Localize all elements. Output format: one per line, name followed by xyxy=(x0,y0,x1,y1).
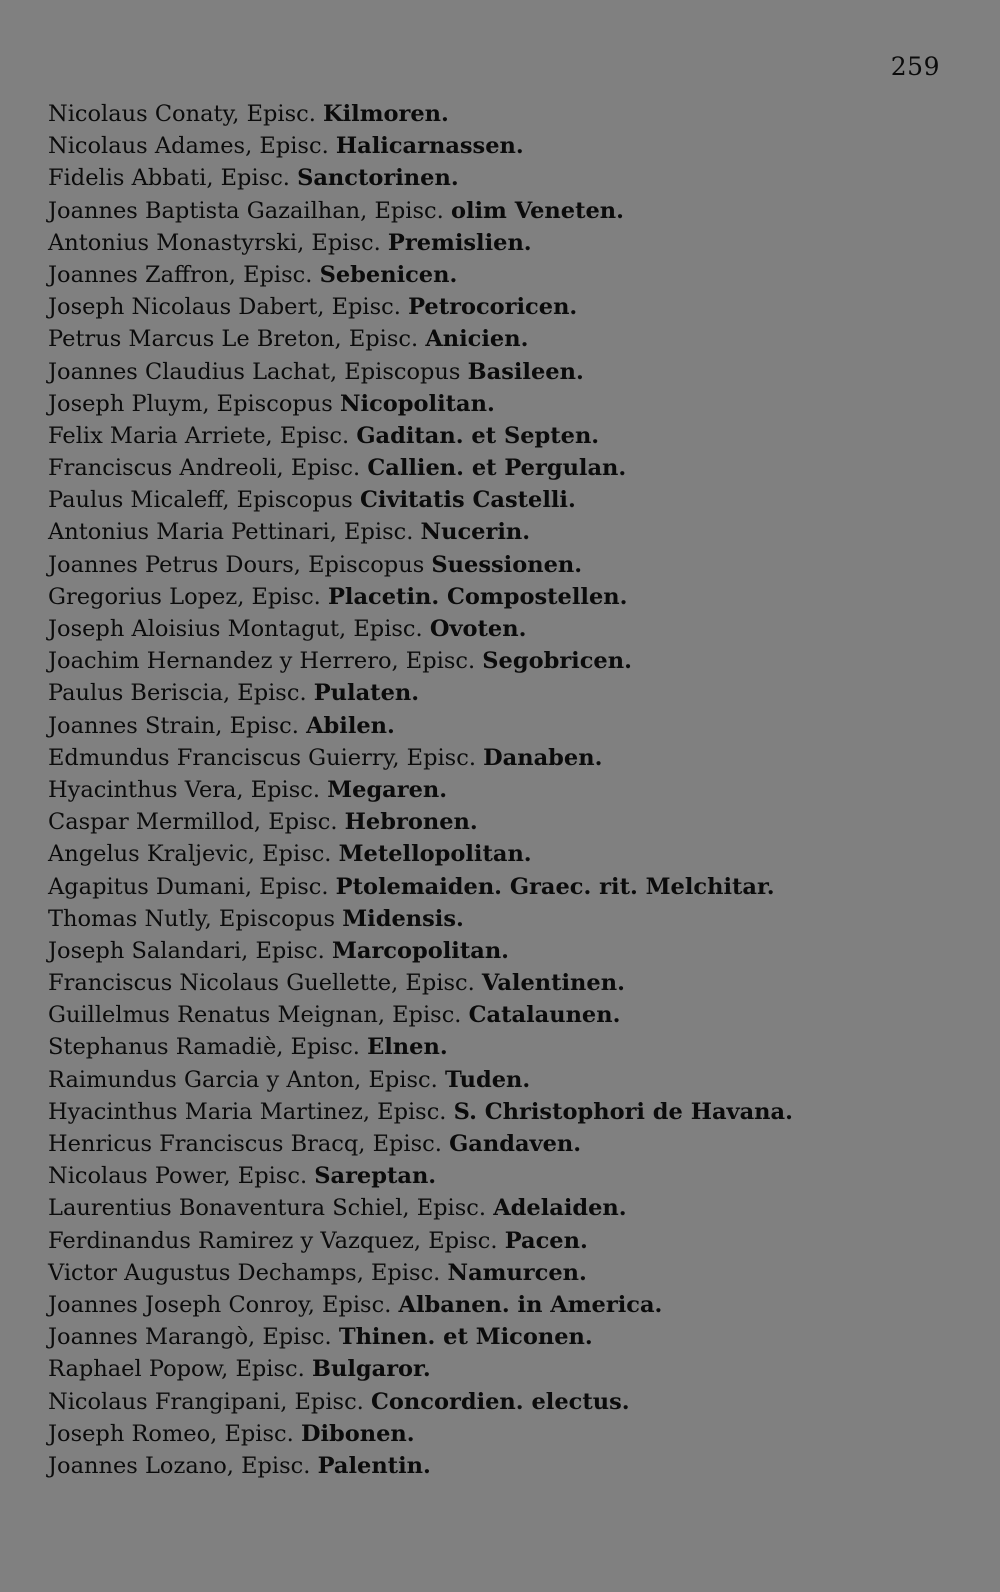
diocese-name: S. Christophori de Havana. xyxy=(453,1098,793,1125)
diocese-name: Palentin. xyxy=(317,1452,431,1479)
list-item xyxy=(48,1289,948,1321)
list-item xyxy=(48,195,948,227)
list-item xyxy=(48,967,948,999)
diocese-name: Halicarnassen. xyxy=(335,133,524,160)
diocese-name: Basileen. xyxy=(467,358,584,385)
bishop-name: Stephanus Ramadiè, Episc. xyxy=(48,1034,360,1061)
list-item xyxy=(48,1031,948,1063)
list-item xyxy=(48,645,948,677)
bishop-name: Victor Augustus Dechamps, Episc. xyxy=(48,1259,441,1286)
list-item xyxy=(48,323,948,355)
diocese-name: Ovoten. xyxy=(429,616,527,642)
list-item xyxy=(48,130,948,162)
list-item xyxy=(48,613,948,645)
diocese-name: Hebronen. xyxy=(344,809,478,836)
list-item xyxy=(48,871,948,903)
list-item xyxy=(48,838,948,870)
diocese-name: Adelaiden. xyxy=(493,1195,627,1222)
bishop-name: Antonius Maria Pettinari, Episc. xyxy=(48,519,414,546)
diocese-name: Albanen. in America. xyxy=(398,1291,663,1318)
list-item xyxy=(48,1386,948,1418)
bishop-name: Joseph Romeo, Episc. xyxy=(48,1420,294,1447)
bishop-name: Joannes Petrus Dours, Episcopus xyxy=(48,551,425,578)
list-item xyxy=(48,259,948,291)
diocese-name: Placetin. Compostellen. xyxy=(327,583,628,610)
list-item xyxy=(48,227,948,259)
list-item xyxy=(48,999,948,1031)
bishop-name: Joannes Joseph Conroy, Episc. xyxy=(48,1291,392,1318)
bishop-name: Joseph Aloisius Montagut, Episc. xyxy=(48,616,423,642)
list-item xyxy=(48,677,948,709)
diocese-name: Valentinen. xyxy=(481,970,625,997)
list-item xyxy=(48,1192,948,1224)
bishop-name: Joseph Nicolaus Dabert, Episc. xyxy=(48,294,401,321)
bishop-name: Edmundus Franciscus Guierry, Episc. xyxy=(48,744,476,771)
bishop-name: Paulus Beriscia, Episc. xyxy=(48,680,307,707)
list-item xyxy=(48,291,948,323)
diocese-name: Elnen. xyxy=(367,1034,448,1061)
list-item xyxy=(48,420,948,452)
list-item xyxy=(48,1128,948,1160)
bishop-name: Joachim Hernandez y Herrero, Episc. xyxy=(48,648,476,675)
list-item xyxy=(48,581,948,613)
page-number: 259 xyxy=(890,52,940,81)
diocese-name: Anicien. xyxy=(425,326,529,353)
diocese-name: Tuden. xyxy=(444,1066,531,1093)
bishop-name: Joseph Salandari, Episc. xyxy=(48,937,325,964)
bishop-name: Fidelis Abbati, Episc. xyxy=(48,165,290,192)
list-item xyxy=(48,806,948,838)
bishop-name: Nicolaus Frangipani, Episc. xyxy=(48,1388,364,1415)
list-item xyxy=(48,388,948,420)
diocese-name: Civitatis Castelli. xyxy=(359,487,576,514)
diocese-name: Sebenicen. xyxy=(319,261,458,288)
list-item xyxy=(48,1353,948,1385)
list-item xyxy=(48,484,948,516)
diocese-name: Dibonen. xyxy=(300,1420,415,1447)
bishop-name: Guillelmus Renatus Meignan, Episc. xyxy=(48,1002,462,1029)
diocese-name: olim Veneten. xyxy=(450,197,624,224)
diocese-name: Marcopolitan. xyxy=(331,937,510,964)
bishop-name: Joannes Lozano, Episc. xyxy=(48,1452,311,1479)
diocese-name: Thinen. et Miconen. xyxy=(338,1324,593,1351)
list-item xyxy=(48,162,948,194)
bishop-name: Raimundus Garcia y Anton, Episc. xyxy=(48,1066,438,1093)
bishop-name: Gregorius Lopez, Episc. xyxy=(48,583,321,610)
bishop-name: Henricus Franciscus Bracq, Episc. xyxy=(48,1131,442,1157)
bishop-name: Joannes Baptista Gazailhan, Episc. xyxy=(48,197,444,224)
diocese-name: Metellopolitan. xyxy=(338,841,532,868)
diocese-name: Catalaunen. xyxy=(468,1002,621,1029)
bishop-name: Hyacinthus Maria Martinez, Episc. xyxy=(48,1098,447,1125)
diocese-name: Premislien. xyxy=(387,229,532,256)
bishop-name: Angelus Kraljevic, Episc. xyxy=(48,841,332,868)
bishop-name: Nicolaus Conaty, Episc. xyxy=(48,101,316,127)
bishop-name: Joannes Claudius Lachat, Episcopus xyxy=(48,358,461,385)
list-item xyxy=(48,1321,948,1353)
diocese-name: Midensis. xyxy=(342,905,464,932)
bishop-name: Franciscus Nicolaus Guellette, Episc. xyxy=(48,970,475,997)
bishop-name: Thomas Nutly, Episcopus xyxy=(48,905,336,932)
diocese-name: Sanctorinen. xyxy=(297,165,459,192)
diocese-name: Nicopolitan. xyxy=(339,390,495,417)
list-item xyxy=(48,903,948,935)
diocese-name: Danaben. xyxy=(483,744,603,771)
diocese-name: Concordien. electus. xyxy=(371,1388,630,1415)
diocese-name: Ptolemaiden. Graec. rit. Melchitar. xyxy=(335,873,775,900)
bishop-name: Joannes Strain, Episc. xyxy=(48,712,299,739)
bishop-list xyxy=(48,98,948,1482)
diocese-name: Segobricen. xyxy=(482,648,632,675)
bishop-name: Caspar Mermillod, Episc. xyxy=(48,809,338,836)
diocese-name: Gaditan. et Septen. xyxy=(356,422,600,449)
diocese-name: Pacen. xyxy=(504,1227,588,1254)
list-item xyxy=(48,356,948,388)
diocese-name: Megaren. xyxy=(327,776,448,803)
bishop-name: Joannes Zaffron, Episc. xyxy=(48,261,313,288)
bishop-name: Paulus Micaleff, Episcopus xyxy=(48,487,353,514)
list-item xyxy=(48,1257,948,1289)
bishop-name: Ferdinandus Ramirez y Vazquez, Episc. xyxy=(48,1227,498,1254)
bishop-name: Nicolaus Adames, Episc. xyxy=(48,133,329,160)
list-item xyxy=(48,935,948,967)
diocese-name: Suessionen. xyxy=(431,551,583,578)
bishop-name: Joseph Pluym, Episcopus xyxy=(48,390,333,417)
list-item xyxy=(48,1096,948,1128)
bishop-name: Petrus Marcus Le Breton, Episc. xyxy=(48,326,419,353)
diocese-name: Abilen. xyxy=(306,712,395,739)
list-item xyxy=(48,549,948,581)
list-item xyxy=(48,98,948,130)
diocese-name: Bulgaror. xyxy=(311,1356,431,1383)
list-item xyxy=(48,710,948,742)
list-item xyxy=(48,1064,948,1096)
bishop-name: Hyacinthus Vera, Episc. xyxy=(48,776,321,803)
bishop-name: Antonius Monastyrski, Episc. xyxy=(48,229,381,256)
list-item xyxy=(48,1418,948,1450)
bishop-name: Felix Maria Arriete, Episc. xyxy=(48,422,350,449)
bishop-name: Nicolaus Power, Episc. xyxy=(48,1163,308,1190)
diocese-name: Namurcen. xyxy=(447,1259,587,1286)
diocese-name: Callien. et Pergulan. xyxy=(367,455,627,482)
bishop-name: Joannes Marangò, Episc. xyxy=(48,1324,332,1351)
bishop-name: Raphael Popow, Episc. xyxy=(48,1356,305,1383)
diocese-name: Gandaven. xyxy=(449,1131,582,1157)
bishop-name: Agapitus Dumani, Episc. xyxy=(48,873,329,900)
diocese-name: Sareptan. xyxy=(314,1163,437,1190)
diocese-name: Petrocoricen. xyxy=(408,294,578,321)
list-item xyxy=(48,1450,948,1482)
diocese-name: Kilmoren. xyxy=(323,101,449,127)
list-item xyxy=(48,452,948,484)
bishop-name: Laurentius Bonaventura Schiel, Episc. xyxy=(48,1195,487,1222)
list-item xyxy=(48,774,948,806)
diocese-name: Pulaten. xyxy=(313,680,420,707)
diocese-name: Nucerin. xyxy=(420,519,531,546)
list-item xyxy=(48,1225,948,1257)
bishop-name: Franciscus Andreoli, Episc. xyxy=(48,455,361,482)
list-item xyxy=(48,1160,948,1192)
list-item xyxy=(48,742,948,774)
list-item xyxy=(48,516,948,548)
